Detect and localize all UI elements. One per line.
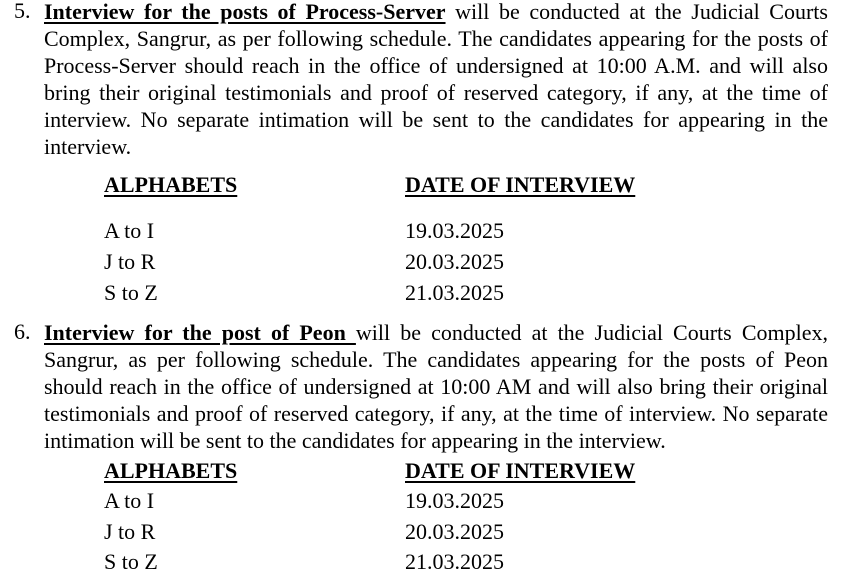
alphabets-cell: J to R xyxy=(104,249,156,274)
alphabets-header: ALPHABETS xyxy=(104,458,238,483)
section-number: 6. xyxy=(14,319,31,344)
table-header-row xyxy=(0,172,862,200)
section-heading: Interview for the post of Peon xyxy=(44,320,356,345)
table-row xyxy=(0,488,862,516)
table-header-row xyxy=(0,458,862,486)
date-of-interview-header: DATE OF INTERVIEW xyxy=(405,458,636,483)
date-cell: 20.03.2025 xyxy=(405,519,504,544)
table-row xyxy=(0,249,862,277)
alphabets-cell: J to R xyxy=(104,519,156,544)
alphabets-cell: S to Z xyxy=(104,549,158,574)
date-cell: 19.03.2025 xyxy=(405,218,504,243)
date-cell: 21.03.2025 xyxy=(405,280,504,305)
section-text: will be conducted at the Judicial Courts Complex, Sangrur, as per following schedule. The candidates appearing for the posts of Process-Server should reach in the office of undersigned at 10:00 A.M. and will also bring their original testimonials and proof of reserved category, if any, at the time of interview. No separate intimation will be sent to the candidates for appearing in the interview. xyxy=(44,0,828,159)
section-paragraph xyxy=(44,319,828,454)
table-row xyxy=(0,218,862,246)
date-cell: 19.03.2025 xyxy=(405,488,504,513)
alphabets-cell: A to I xyxy=(104,218,155,243)
section-number: 5. xyxy=(14,0,31,23)
section-heading: Interview for the posts of Process-Server xyxy=(44,0,446,24)
table-row xyxy=(0,280,862,308)
alphabets-header: ALPHABETS xyxy=(104,172,238,197)
table-row xyxy=(0,549,862,577)
section-paragraph xyxy=(44,0,828,160)
alphabets-cell: S to Z xyxy=(104,280,158,305)
table-row xyxy=(0,519,862,547)
date-cell: 20.03.2025 xyxy=(405,249,504,274)
section-text: will be conducted at the Judicial Courts Complex, Sangrur, as per following schedule. The candidates appearing for the posts of Peon should reach in the office of undersigned at 10:00 AM and will also bring their original testimonials and proof of reserved category, if any, at the time of interview. No separate intimation will be sent to the candidates for appearing in the interview. xyxy=(44,320,828,453)
date-of-interview-header: DATE OF INTERVIEW xyxy=(405,172,636,197)
alphabets-cell: A to I xyxy=(104,488,155,513)
date-cell: 21.03.2025 xyxy=(405,549,504,574)
